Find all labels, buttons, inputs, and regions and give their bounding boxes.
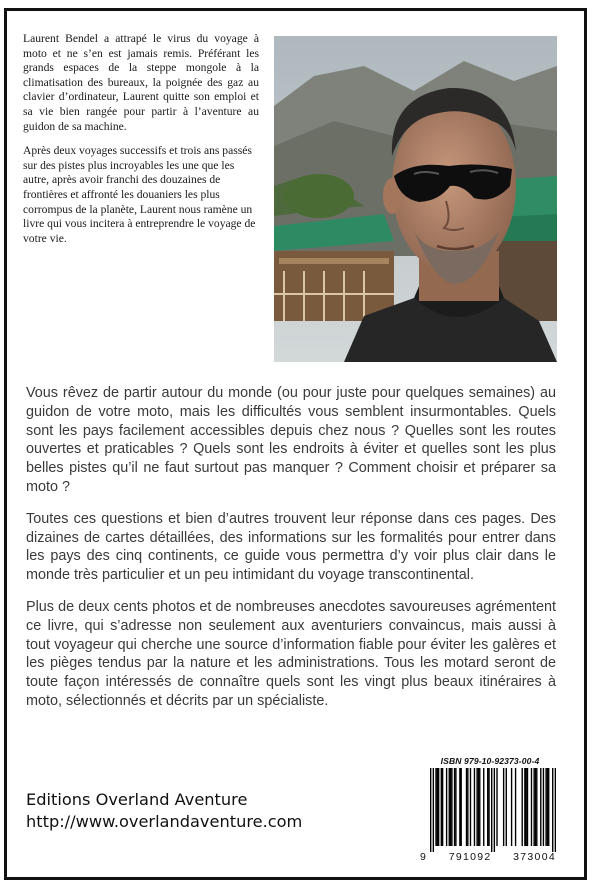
barcode-bar bbox=[451, 768, 452, 846]
description-paragraph-1: Vous rêvez de partir autour du monde (ou pour juste pour quelques semaines) au guidon de votre moto, mais les difficultés vous semblent insurmontables. Quels sont les pays facilement accessibles depuis chez nous ? Quelles sont les routes ouvertes et praticables ? Quels sont les endroits à éviter et quelles sont les plus belles pistes qu’il ne faut surtout pas manquer ? Comment choisir et préparer sa moto ? bbox=[26, 385, 556, 495]
barcode-bar bbox=[479, 768, 480, 846]
barcode-bar bbox=[450, 768, 451, 846]
barcode-bar bbox=[494, 768, 495, 852]
description-paragraph-3: Plus de deux cents photos et de nombreuses anecdotes savoureuses agrémentent ce livre, qui s’adresse non seulement aux aventuriers convaincus, mais aussi à tout voyageur qui cherche une source d’information fiable pour éviter les galères et les pièges tendus par la nature et les administrations. Tous les motard seront de toute façon intéressés de connaître quels sont les vingt plus beaux itinéraires à moto, sélectionnés et décrits par un spécialiste. bbox=[26, 598, 556, 709]
barcode-bar bbox=[474, 768, 475, 846]
barcode-bar bbox=[487, 768, 488, 846]
barcode-bar bbox=[503, 768, 504, 846]
barcode-bar bbox=[533, 768, 534, 846]
isbn-label: ISBN 979-10-92373-00-4 bbox=[440, 756, 540, 766]
bio-paragraph-2: Après deux voyages successifs et trois ans passés sur des pistes plus incroyables les une que les autre, après avoir franchi des douzaines de frontières et affronté les douaniers les plus corrompus de la planète, Laurent nous ramène un livre qui vous incitera à entreprendre le voyage de votre vie. bbox=[23, 144, 256, 245]
barcode-bar bbox=[435, 768, 436, 846]
author-portrait-image bbox=[274, 36, 557, 362]
barcode-bar bbox=[483, 768, 484, 846]
barcode-bar bbox=[506, 768, 507, 846]
barcode-bar bbox=[531, 768, 532, 846]
barcode-bar bbox=[461, 768, 462, 846]
description-paragraph-2: Toutes ces questions et bien d’autres trouvent leur réponse dans ces pages. Des dizaines de cartes détaillées, des informations sur les formalités pour entrer dans les pays des cinq continents, ce guide vous permettra d’y voir plus clair dans le monde très particulier et un peu intimidant du voyage transcontinental. bbox=[26, 510, 556, 584]
barcode-bar bbox=[535, 768, 536, 846]
barcode-bar bbox=[446, 768, 447, 846]
barcode-bar bbox=[545, 768, 546, 846]
barcode-bar bbox=[476, 768, 477, 846]
barcode-bar bbox=[459, 768, 460, 846]
barcode-digits-right: 373004 bbox=[513, 851, 556, 863]
bio-paragraph-1: Laurent Bendel a attrapé le virus du voyage à moto et ne s’en est jamais remis. Préférant les grands espaces de la steppe mongole à la climatisation des bureaux, la poignée des gaz au clavier d’ordinateur, Laurent quitte son emploi et sa vie bien rangée pour partir à l’aventure au guidon de sa machine. bbox=[23, 32, 259, 133]
barcode-bar bbox=[491, 768, 492, 852]
barcode-bar bbox=[540, 768, 541, 846]
author-photo bbox=[274, 36, 557, 362]
barcode-bar bbox=[522, 768, 523, 846]
barcode-bar bbox=[478, 768, 479, 846]
barcode-bar bbox=[430, 768, 431, 852]
barcode-bar bbox=[515, 768, 516, 846]
barcode-digits-left: 791092 bbox=[448, 851, 492, 863]
barcode-number bbox=[420, 851, 556, 863]
barcode-bar bbox=[488, 768, 489, 846]
barcode-bar bbox=[525, 768, 526, 846]
barcode-digit-first: 9 bbox=[420, 851, 428, 863]
isbn-barcode bbox=[420, 768, 556, 854]
barcode-bar bbox=[433, 768, 434, 852]
book-description bbox=[26, 384, 556, 724]
barcode-bar bbox=[455, 768, 456, 846]
barcode-bar bbox=[466, 768, 467, 846]
barcode-bar bbox=[555, 768, 556, 852]
barcode-bar bbox=[467, 768, 468, 846]
publisher-name: Editions Overland Aventure bbox=[26, 790, 248, 809]
barcode-bar bbox=[437, 768, 438, 846]
barcode-bar bbox=[441, 768, 442, 846]
barcode-bar bbox=[438, 768, 439, 846]
barcode-bar bbox=[543, 768, 544, 846]
barcode-bar bbox=[442, 768, 443, 846]
barcode-bar bbox=[548, 768, 549, 846]
barcode-bar bbox=[511, 768, 512, 846]
publisher-url: http://www.overlandaventure.com bbox=[26, 812, 303, 831]
barcode-bar bbox=[470, 768, 471, 846]
barcode-bar bbox=[524, 768, 525, 846]
barcode-bar bbox=[527, 768, 528, 846]
barcode-bar bbox=[496, 768, 497, 846]
barcode-bar bbox=[552, 768, 553, 852]
barcode-bar bbox=[454, 768, 455, 846]
author-bio bbox=[23, 32, 259, 256]
barcode-bar bbox=[536, 768, 537, 846]
barcode-bar bbox=[449, 768, 450, 846]
barcode-bar bbox=[547, 768, 548, 846]
publisher-block bbox=[26, 789, 302, 833]
